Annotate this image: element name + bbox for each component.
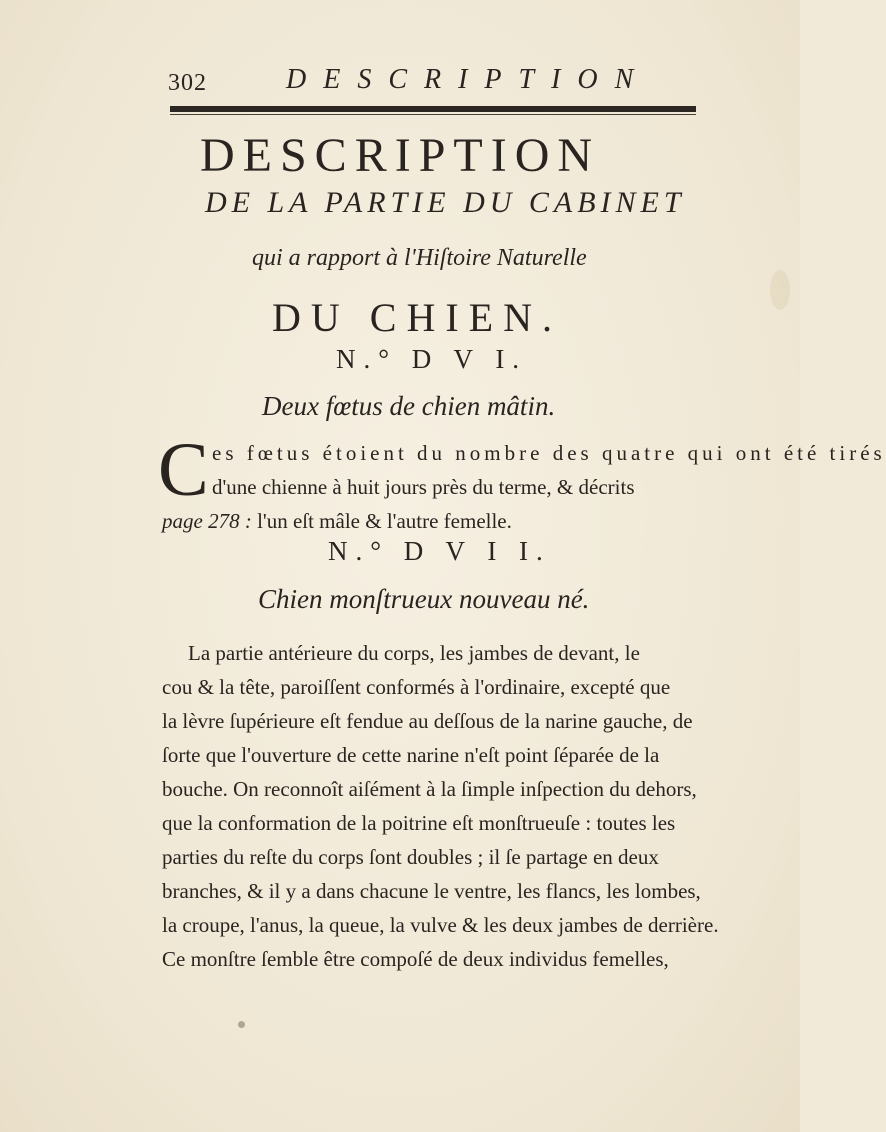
paper-stain — [770, 270, 790, 310]
text-line: Ce monſtre ſemble être compoſé de deux individus femelles, — [162, 947, 669, 971]
text-line: d'une chienne à huit jours près du terme, & décrits — [212, 475, 635, 499]
text-line: es fœtus étoient du nombre des quatre qui ont été tirés — [212, 441, 886, 465]
page-number: 302 — [168, 70, 207, 96]
text-line: que la conformation de la poitrine eſt monſtrueuſe : toutes les — [162, 811, 676, 835]
paper-speck — [238, 1021, 245, 1028]
section-text-1 — [158, 428, 886, 538]
section-heading-2: Chien monſtrueux nouveau né. — [258, 584, 590, 614]
text-fragment: l'un eſt mâle & l'autre femelle. — [257, 509, 512, 533]
subtitle: DE LA PARTIE DU CABINET — [205, 186, 686, 219]
running-head — [168, 62, 728, 96]
text-line: ſorte que l'ouverture de cette narine n'eſt point ſéparée de la — [162, 743, 660, 767]
text-line: branches, & il y a dans chacune le ventre, les flancs, les lombes, — [162, 879, 701, 903]
page-reference: page 278 : — [162, 509, 252, 533]
text-line — [162, 504, 702, 538]
section-heading-1: Deux fœtus de chien mâtin. — [262, 391, 556, 421]
text-line: la lèvre ſupérieure eſt fendue au deſſous de la narine gauche, de — [162, 709, 693, 733]
text-line: La partie antérieure du corps, les jambes de devant, le — [188, 641, 640, 665]
main-title: DESCRIPTION — [200, 129, 601, 182]
section-number-2: N.° D V I I. — [328, 536, 551, 566]
text-line: la croupe, l'anus, la queue, la vulve & les deux jambes de derrière. — [162, 913, 719, 937]
section-number-1: N.° D V I. — [336, 344, 528, 374]
text-line: bouche. On reconnoît aiſément à la ſimple inſpection du dehors, — [162, 777, 697, 801]
subtitle-note: qui a rapport à l'Hiſtoire Naturelle — [252, 245, 587, 271]
section-text-2 — [162, 636, 719, 976]
header-rule-thin — [170, 114, 696, 115]
animal-heading: DU CHIEN. — [272, 295, 562, 340]
text-line: parties du reſte du corps ſont doubles ; il ſe partage en deux — [162, 845, 659, 869]
text-line: cou & la tête, paroiſſent conformés à l'ordinaire, excepté que — [162, 675, 671, 699]
header-rule-thick — [170, 106, 696, 112]
running-title: DESCRIPTION — [286, 64, 651, 95]
drop-cap: C — [158, 428, 209, 512]
